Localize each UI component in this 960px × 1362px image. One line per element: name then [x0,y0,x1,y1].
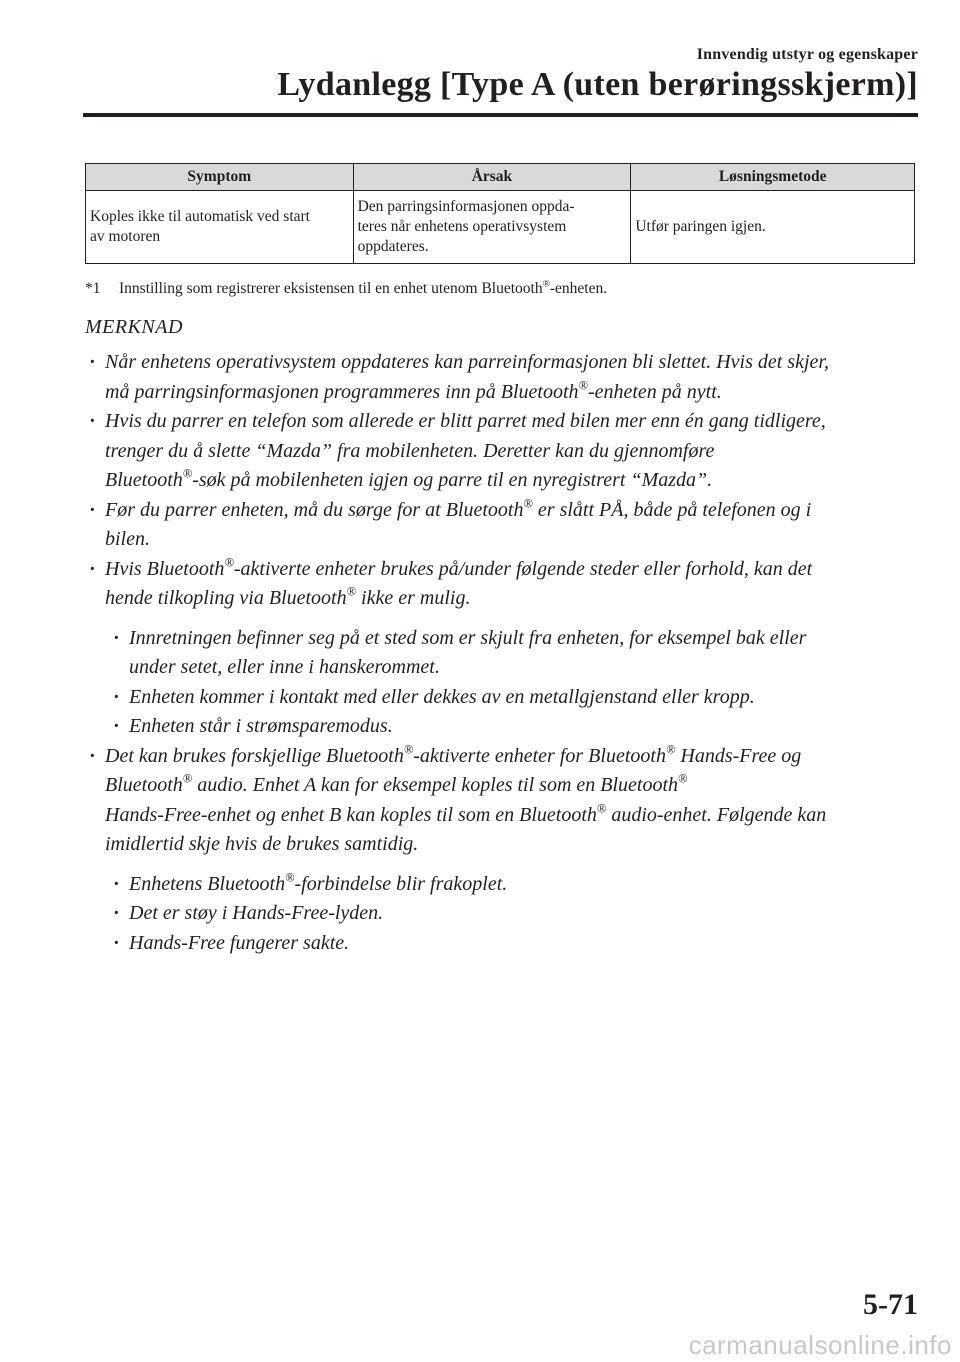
column-header: Løsningsmetode [631,164,915,191]
list-item [85,407,920,496]
cell-line: teres når enhetens operativsystem [357,218,567,235]
note-text: trenger du å slette “Mazda” fra mobilenheten. Deretter kan du gjennomføre [105,439,715,462]
note-text: Innretningen befinner seg på et sted som er skjult fra enheten, for eksempel bak eller [129,626,807,649]
footnote-marker: *1 [85,280,101,297]
cell-line: Den parringsinformasjonen oppda- [357,198,575,215]
sub-list-item [109,683,920,713]
note-text: Hands-Free fungerer sakte. [129,931,350,954]
registered-mark: ® [523,495,533,510]
list-item [85,555,920,614]
note-text: -aktiverte enheter for Bluetooth [413,744,666,767]
note-text: Enhetens Bluetooth [129,872,286,895]
page-number: 5-71 [863,1288,918,1321]
footnote-text: -enheten. [549,280,608,297]
symptom-cell [86,191,354,264]
note-text: Bluetooth [105,469,183,491]
registered-mark: ® [182,466,193,481]
registered-mark: ® [182,771,193,786]
note-text: bilen. [105,528,150,550]
footnote [85,280,607,298]
registered-mark: ® [542,278,550,290]
sub-list-item [109,624,920,683]
note-text: audio-enhet. Følgende kan [606,803,827,826]
column-header: Årsak [353,164,631,191]
note-text: Bluetooth [105,774,183,796]
registered-mark: ® [665,741,676,756]
column-header: Symptom [86,164,354,191]
note-text: audio. Enhet A kan for eksempel koples til som en Bluetooth [192,774,679,796]
section-label: Innvendig utstyr og egenskaper [696,46,918,63]
table-header-row [86,164,915,191]
note-text: Hvis Bluetooth [105,557,225,580]
table-row [86,191,915,264]
note-text: imidlertid skje hvis de brukes samtidig. [105,833,419,855]
cell-line: oppdateres. [357,238,429,255]
registered-mark: ® [224,554,234,569]
sub-list-item [109,929,920,959]
registered-mark: ® [578,377,588,392]
page-title: Lydanlegg [Type A (uten berøringsskjerm)] [277,66,918,103]
note-heading: MERKNAD [85,316,183,338]
note-text: ikke er mulig. [356,587,471,609]
cause-cell [353,191,631,264]
note-text: Før du parrer enheten, må du sørge for at Bluetooth [105,498,524,521]
note-text: Når enhetens operativsystem oppdateres kan parreinformasjonen bli slettet. Hvis det skjer, [105,351,829,373]
sub-list-item [109,870,920,900]
registered-mark: ® [285,869,295,884]
header-divider [83,113,918,117]
cell-line: av motoren [90,228,161,245]
note-text: -søk på mobilenheten igjen og parre til en nyregistrert “Mazda”. [192,469,713,491]
footnote-text: Innstilling som registrerer eksistensen til en enhet utenom Bluetooth [119,280,543,297]
symptom-table [85,163,915,264]
note-text: Hands-Free og [675,744,802,767]
list-item [85,348,920,407]
notes-list [85,348,920,958]
note-text: hende tilkopling via Bluetooth [105,587,347,609]
note-text: må parringsinformasjonen programmeres inn på Bluetooth [105,380,579,403]
note-text: -aktiverte enheter brukes på/under følgende steder eller forhold, kan det [233,557,813,580]
sub-list-item [109,899,920,929]
list-item [85,496,920,555]
note-text: Enheten kommer i kontakt med eller dekkes av en metallgjenstand eller kropp. [129,685,755,708]
registered-mark: ® [403,741,414,756]
note-text: Enheten står i strømsparemodus. [129,715,393,737]
sub-list-item [109,712,920,742]
note-text: -enheten på nytt. [587,380,722,403]
registered-mark: ® [678,771,688,786]
watermark: carmanualsonline.info [688,1330,952,1360]
note-text: Det kan brukes forskjellige Bluetooth [105,744,404,767]
cell-line: Koples ikke til automatisk ved start [90,208,310,225]
note-text: -forbindelse blir frakoplet. [294,872,508,895]
list-item [85,742,920,860]
note-text: er slått PÅ, både på telefonen og i [532,498,812,521]
registered-mark: ® [346,584,357,599]
note-text: under setet, eller inne i hanskerommet. [129,656,440,678]
note-text: Det er støy i Hands-Free-lyden. [129,902,384,924]
solution-cell: Utfør paringen igjen. [631,191,915,264]
note-text: Hands-Free-enhet og enhet B kan koples til som en Bluetooth [105,803,597,826]
registered-mark: ® [596,800,607,815]
note-text: Hvis du parrer en telefon som allerede er blitt parret med bilen mer enn én gang tidligere, [105,410,826,432]
